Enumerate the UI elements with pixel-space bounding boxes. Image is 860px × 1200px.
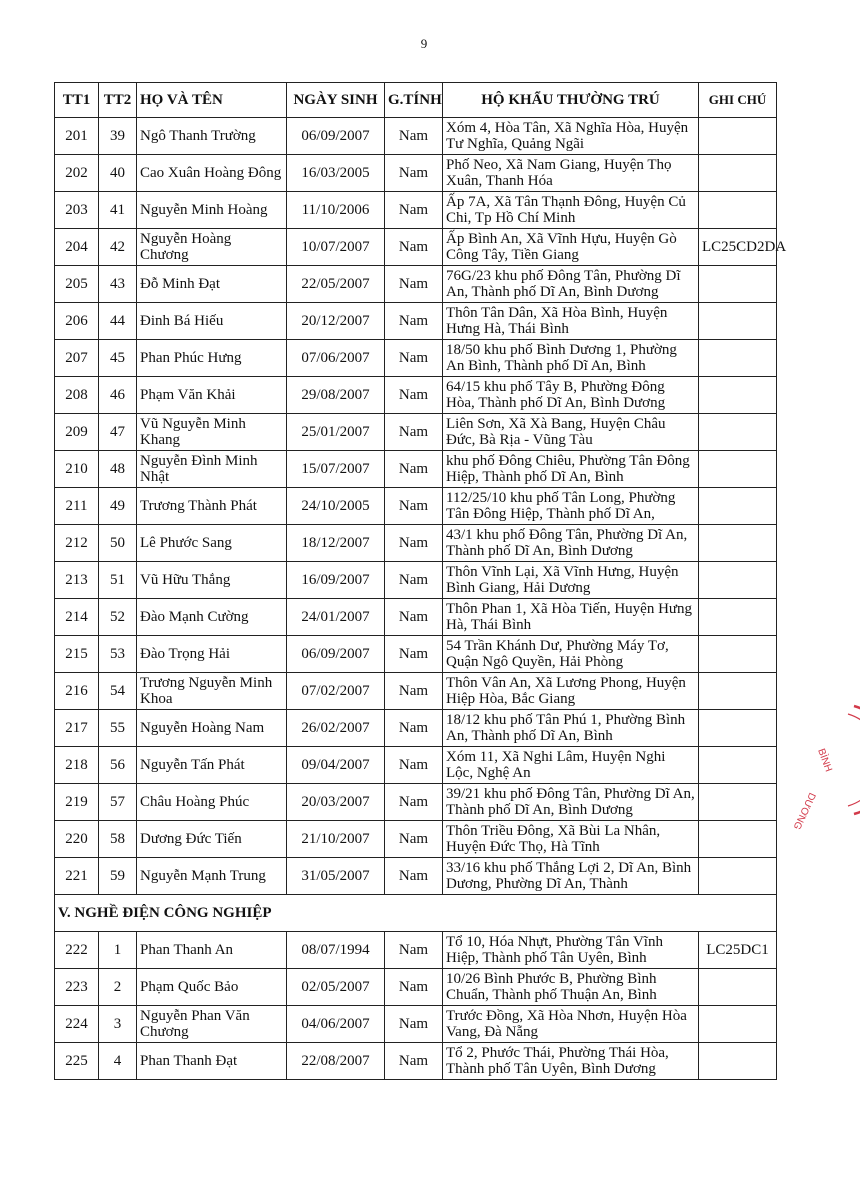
cell-address: Ấp 7A, Xã Tân Thạnh Đông, Huyện Củ Chi, Tp Hồ Chí Minh [443, 192, 699, 229]
cell-dob: 08/07/1994 [287, 932, 385, 969]
cell-name: Đào Mạnh Cường [137, 599, 287, 636]
cell-dob: 20/12/2007 [287, 303, 385, 340]
header-tt2: TT2 [99, 83, 137, 118]
cell-address: Tổ 10, Hóa Nhựt, Phường Tân Vĩnh Hiệp, Thành phố Tân Uyên, Bình [443, 932, 699, 969]
cell-address: Ấp Bình An, Xã Vĩnh Hựu, Huyện Gò Công Tây, Tiền Giang [443, 229, 699, 266]
cell-note [699, 636, 777, 673]
cell-gender: Nam [385, 377, 443, 414]
header-tt1: TT1 [55, 83, 99, 118]
cell-gender: Nam [385, 636, 443, 673]
cell-tt1: 213 [55, 562, 99, 599]
table-row [55, 155, 777, 192]
cell-gender: Nam [385, 710, 443, 747]
cell-tt2: 52 [99, 599, 137, 636]
cell-name: Nguyễn Phan Văn Chương [137, 1006, 287, 1043]
cell-gender: Nam [385, 118, 443, 155]
table-row [55, 1006, 777, 1043]
table-row [55, 414, 777, 451]
cell-dob: 31/05/2007 [287, 858, 385, 895]
cell-name: Nguyễn Hoàng Nam [137, 710, 287, 747]
cell-note: LC25DC1 [699, 932, 777, 969]
cell-dob: 04/06/2007 [287, 1006, 385, 1043]
cell-tt2: 57 [99, 784, 137, 821]
cell-tt2: 44 [99, 303, 137, 340]
cell-gender: Nam [385, 266, 443, 303]
table-row [55, 821, 777, 858]
cell-gender: Nam [385, 858, 443, 895]
cell-note: LC25CD2DA [699, 229, 777, 266]
cell-tt1: 221 [55, 858, 99, 895]
cell-name: Đỗ Minh Đạt [137, 266, 287, 303]
cell-tt2: 39 [99, 118, 137, 155]
table-row [55, 1043, 777, 1080]
cell-name: Đinh Bá Hiếu [137, 303, 287, 340]
cell-dob: 15/07/2007 [287, 451, 385, 488]
cell-tt1: 207 [55, 340, 99, 377]
cell-tt2: 59 [99, 858, 137, 895]
cell-dob: 06/09/2007 [287, 636, 385, 673]
cell-dob: 22/08/2007 [287, 1043, 385, 1080]
cell-note [699, 525, 777, 562]
table-row [55, 932, 777, 969]
cell-name: Nguyễn Tấn Phát [137, 747, 287, 784]
cell-name: Phạm Quốc Bảo [137, 969, 287, 1006]
cell-gender: Nam [385, 525, 443, 562]
cell-address: Xóm 11, Xã Nghi Lâm, Huyện Nghi Lộc, Nghệ An [443, 747, 699, 784]
table-row [55, 858, 777, 895]
cell-dob: 16/09/2007 [287, 562, 385, 599]
cell-tt2: 48 [99, 451, 137, 488]
cell-tt1: 212 [55, 525, 99, 562]
cell-dob: 22/05/2007 [287, 266, 385, 303]
cell-name: Cao Xuân Hoàng Đông [137, 155, 287, 192]
table-row [55, 303, 777, 340]
cell-tt1: 203 [55, 192, 99, 229]
table-row [55, 562, 777, 599]
cell-gender: Nam [385, 969, 443, 1006]
header-note: GHI CHÚ [699, 83, 777, 118]
cell-address: 112/25/10 khu phố Tân Long, Phường Tân Đông Hiệp, Thành phố Dĩ An, [443, 488, 699, 525]
svg-text:BÌNH: BÌNH [815, 747, 834, 774]
cell-note [699, 1043, 777, 1080]
cell-tt2: 56 [99, 747, 137, 784]
cell-dob: 26/02/2007 [287, 710, 385, 747]
cell-address: Thôn Tân Dân, Xã Hòa Bình, Huyện Hưng Hà, Thái Bình [443, 303, 699, 340]
cell-name: Vũ Hữu Thắng [137, 562, 287, 599]
cell-address: 64/15 khu phố Tây B, Phường Đông Hòa, Thành phố Dĩ An, Bình Dương [443, 377, 699, 414]
cell-tt2: 46 [99, 377, 137, 414]
cell-tt1: 202 [55, 155, 99, 192]
cell-note [699, 599, 777, 636]
cell-tt2: 40 [99, 155, 137, 192]
cell-tt2: 55 [99, 710, 137, 747]
cell-note [699, 747, 777, 784]
section-row [55, 895, 777, 932]
cell-address: Liên Sơn, Xã Xà Bang, Huyện Châu Đức, Bà Rịa - Vũng Tàu [443, 414, 699, 451]
cell-dob: 24/10/2005 [287, 488, 385, 525]
table-row [55, 673, 777, 710]
cell-gender: Nam [385, 821, 443, 858]
cell-dob: 21/10/2007 [287, 821, 385, 858]
cell-tt1: 214 [55, 599, 99, 636]
cell-dob: 10/07/2007 [287, 229, 385, 266]
cell-tt1: 215 [55, 636, 99, 673]
cell-tt2: 4 [99, 1043, 137, 1080]
cell-tt1: 201 [55, 118, 99, 155]
cell-dob: 24/01/2007 [287, 599, 385, 636]
cell-gender: Nam [385, 451, 443, 488]
table-row [55, 377, 777, 414]
cell-address: 18/12 khu phố Tân Phú 1, Phường Bình An, Thành phố Dĩ An, Bình [443, 710, 699, 747]
cell-tt1: 206 [55, 303, 99, 340]
table-row [55, 266, 777, 303]
cell-note [699, 784, 777, 821]
cell-name: Phan Thanh Đạt [137, 1043, 287, 1080]
cell-address: 18/50 khu phố Bình Dương 1, Phường An Bình, Thành phố Dĩ An, Bình [443, 340, 699, 377]
cell-dob: 25/01/2007 [287, 414, 385, 451]
table-header-row [55, 83, 777, 118]
cell-tt1: 211 [55, 488, 99, 525]
cell-note [699, 303, 777, 340]
table-row [55, 451, 777, 488]
cell-name: Châu Hoàng Phúc [137, 784, 287, 821]
table-row [55, 192, 777, 229]
cell-note [699, 821, 777, 858]
cell-gender: Nam [385, 155, 443, 192]
cell-note [699, 155, 777, 192]
cell-note [699, 969, 777, 1006]
cell-note [699, 488, 777, 525]
cell-address: Thôn Vân An, Xã Lương Phong, Huyện Hiệp Hòa, Bắc Giang [443, 673, 699, 710]
cell-note [699, 414, 777, 451]
page-number: 9 [420, 36, 428, 51]
cell-dob: 02/05/2007 [287, 969, 385, 1006]
table-row [55, 229, 777, 266]
cell-note [699, 451, 777, 488]
cell-address: Thôn Vĩnh Lại, Xã Vĩnh Hưng, Huyện Bình Giang, Hải Dương [443, 562, 699, 599]
cell-tt1: 204 [55, 229, 99, 266]
cell-gender: Nam [385, 562, 443, 599]
cell-gender: Nam [385, 1043, 443, 1080]
cell-tt1: 210 [55, 451, 99, 488]
cell-note [699, 1006, 777, 1043]
cell-address: Tổ 2, Phước Thái, Phường Thái Hòa, Thành phố Tân Uyên, Bình Dương [443, 1043, 699, 1080]
cell-name: Phan Thanh An [137, 932, 287, 969]
cell-name: Vũ Nguyễn Minh Khang [137, 414, 287, 451]
cell-address: 76G/23 khu phố Đông Tân, Phường Dĩ An, Thành phố Dĩ An, Bình Dương [443, 266, 699, 303]
cell-address: Phố Neo, Xã Nam Giang, Huyện Thọ Xuân, Thanh Hóa [443, 155, 699, 192]
cell-tt2: 47 [99, 414, 137, 451]
cell-tt1: 219 [55, 784, 99, 821]
cell-dob: 09/04/2007 [287, 747, 385, 784]
cell-dob: 06/09/2007 [287, 118, 385, 155]
cell-name: Dương Đức Tiến [137, 821, 287, 858]
svg-text:DƯƠNG: DƯƠNG [790, 790, 818, 832]
cell-gender: Nam [385, 414, 443, 451]
cell-tt1: 205 [55, 266, 99, 303]
section-title: V. NGHỀ ĐIỆN CÔNG NGHIỆP [55, 895, 777, 932]
table-row [55, 636, 777, 673]
cell-name: Nguyễn Minh Hoàng [137, 192, 287, 229]
cell-name: Phan Phúc Hưng [137, 340, 287, 377]
cell-tt2: 43 [99, 266, 137, 303]
table-row [55, 525, 777, 562]
header-gender: G.TÍNH [385, 83, 443, 118]
cell-address: 33/16 khu phố Thắng Lợi 2, Dĩ An, Bình Dương, Phường Dĩ An, Thành [443, 858, 699, 895]
cell-gender: Nam [385, 488, 443, 525]
cell-name: Trương Nguyễn Minh Khoa [137, 673, 287, 710]
cell-tt2: 41 [99, 192, 137, 229]
cell-note [699, 377, 777, 414]
cell-address: Thôn Phan 1, Xã Hòa Tiến, Huyện Hưng Hà, Thái Bình [443, 599, 699, 636]
table-row [55, 784, 777, 821]
cell-tt2: 49 [99, 488, 137, 525]
cell-tt1: 216 [55, 673, 99, 710]
cell-gender: Nam [385, 303, 443, 340]
table-row [55, 710, 777, 747]
cell-gender: Nam [385, 932, 443, 969]
cell-dob: 16/03/2005 [287, 155, 385, 192]
cell-name: Đào Trọng Hải [137, 636, 287, 673]
cell-tt2: 50 [99, 525, 137, 562]
cell-tt2: 3 [99, 1006, 137, 1043]
cell-dob: 07/02/2007 [287, 673, 385, 710]
cell-address: 39/21 khu phố Đông Tân, Phường Dĩ An, Thành phố Dĩ An, Bình Dương [443, 784, 699, 821]
cell-note [699, 673, 777, 710]
cell-tt1: 224 [55, 1006, 99, 1043]
cell-tt1: 218 [55, 747, 99, 784]
table-row [55, 747, 777, 784]
cell-tt1: 223 [55, 969, 99, 1006]
table-row [55, 488, 777, 525]
cell-dob: 20/03/2007 [287, 784, 385, 821]
cell-gender: Nam [385, 192, 443, 229]
cell-gender: Nam [385, 747, 443, 784]
cell-name: Ngô Thanh Trường [137, 118, 287, 155]
cell-gender: Nam [385, 1006, 443, 1043]
table-row [55, 599, 777, 636]
cell-gender: Nam [385, 340, 443, 377]
cell-address: 43/1 khu phố Đông Tân, Phường Dĩ An, Thành phố Dĩ An, Bình Dương [443, 525, 699, 562]
cell-name: Nguyễn Mạnh Trung [137, 858, 287, 895]
cell-tt2: 1 [99, 932, 137, 969]
red-stamp-seal [790, 700, 860, 832]
cell-tt2: 53 [99, 636, 137, 673]
cell-tt1: 225 [55, 1043, 99, 1080]
cell-tt2: 42 [99, 229, 137, 266]
cell-address: Xóm 4, Hòa Tân, Xã Nghĩa Hòa, Huyện Tư Nghĩa, Quảng Ngãi [443, 118, 699, 155]
cell-gender: Nam [385, 229, 443, 266]
cell-tt2: 2 [99, 969, 137, 1006]
cell-name: Nguyễn Đình Minh Nhật [137, 451, 287, 488]
cell-address: 10/26 Bình Phước B, Phường Bình Chuẩn, Thành phố Thuận An, Bình [443, 969, 699, 1006]
cell-tt1: 222 [55, 932, 99, 969]
cell-note [699, 710, 777, 747]
header-dob: NGÀY SINH [287, 83, 385, 118]
cell-note [699, 562, 777, 599]
cell-tt2: 58 [99, 821, 137, 858]
cell-gender: Nam [385, 784, 443, 821]
cell-dob: 18/12/2007 [287, 525, 385, 562]
cell-name: Trương Thành Phát [137, 488, 287, 525]
cell-name: Nguyễn Hoàng Chương [137, 229, 287, 266]
cell-address: 54 Trần Khánh Dư, Phường Máy Tơ, Quận Ngô Quyền, Hải Phòng [443, 636, 699, 673]
cell-note [699, 858, 777, 895]
cell-note [699, 340, 777, 377]
table-row [55, 118, 777, 155]
cell-tt2: 54 [99, 673, 137, 710]
cell-dob: 11/10/2006 [287, 192, 385, 229]
cell-note [699, 192, 777, 229]
cell-tt1: 217 [55, 710, 99, 747]
table-row [55, 969, 777, 1006]
cell-tt1: 208 [55, 377, 99, 414]
cell-note [699, 118, 777, 155]
header-name: HỌ VÀ TÊN [137, 83, 287, 118]
cell-tt2: 45 [99, 340, 137, 377]
cell-name: Phạm Văn Khải [137, 377, 287, 414]
cell-dob: 29/08/2007 [287, 377, 385, 414]
cell-address: khu phố Đông Chiêu, Phường Tân Đông Hiệp, Thành phố Dĩ An, Bình [443, 451, 699, 488]
table-row [55, 340, 777, 377]
cell-gender: Nam [385, 673, 443, 710]
cell-tt1: 209 [55, 414, 99, 451]
cell-address: Thôn Triều Đông, Xã Bùi La Nhân, Huyện Đức Thọ, Hà Tĩnh [443, 821, 699, 858]
cell-gender: Nam [385, 599, 443, 636]
cell-dob: 07/06/2007 [287, 340, 385, 377]
cell-tt2: 51 [99, 562, 137, 599]
cell-tt1: 220 [55, 821, 99, 858]
cell-note [699, 266, 777, 303]
cell-name: Lê Phước Sang [137, 525, 287, 562]
header-address: HỘ KHẨU THƯỜNG TRÚ [443, 83, 699, 118]
student-list-table [54, 82, 787, 1080]
cell-address: Trước Đồng, Xã Hòa Nhơn, Huyện Hòa Vang, Đà Nẵng [443, 1006, 699, 1043]
